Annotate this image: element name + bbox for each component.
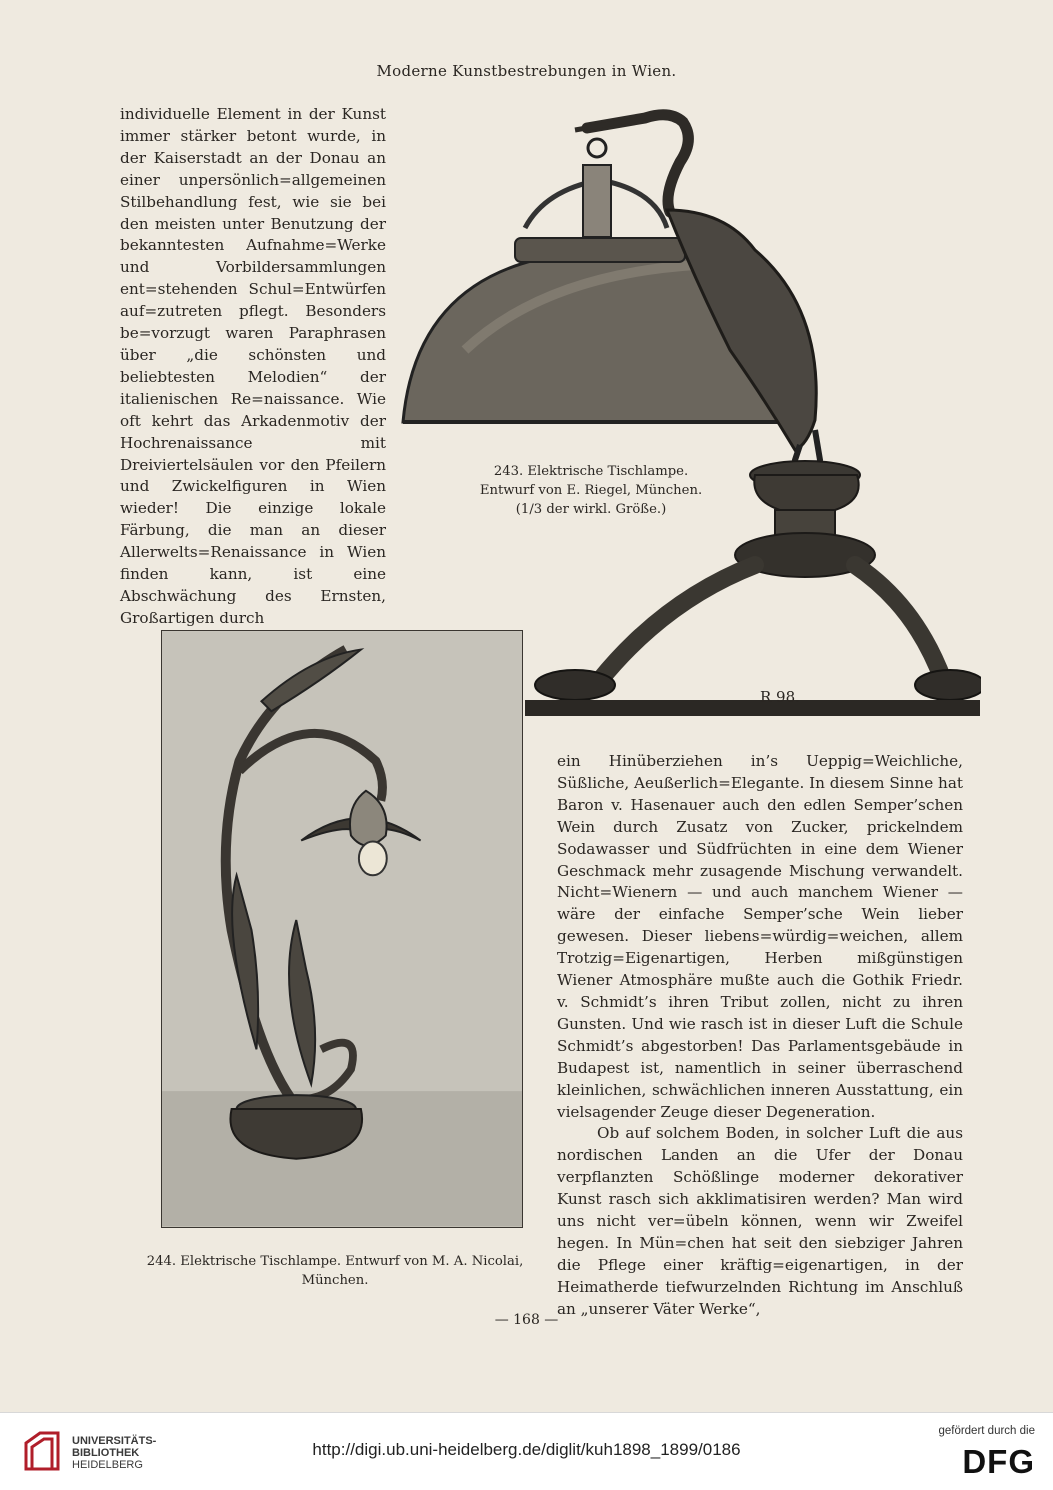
flower-table-lamp-photograph [161,630,523,1228]
caption-line: Entwurf von E. Riegel, München. [479,483,703,498]
page-number: — 168 — [494,1312,559,1328]
caption-line: (1/3 der wirkl. Größe.) [515,502,667,517]
caption-line: 244. Elektrische Tischlampe. Entwurf von M. A. Nicolai, [146,1254,524,1269]
left-text-column [120,104,386,630]
permalink-url[interactable]: http://digi.ub.uni-heidelberg.de/diglit/kuh1898_1899/0186 [312,1440,741,1459]
heron-table-lamp-illustration [395,100,981,718]
right-text-column [557,751,963,1321]
funding-note: gefördert durch die [938,1425,1035,1437]
paragraph: Ob auf solchem Boden, in solcher Luft die aus nordischen Landen an die Ufer der Donau verpflanzten Schößlinge moderner dekorativer Kunst rasch sich akklimatisiren werden? Man wird uns nicht ver=übeln können, wenn wir Zweifel hegen. In Mün=chen hat seit den siebziger Jahren die Pflege einer kräftig=eigenartigen, in der Heimatherde tiefwurzelnden Richtung im Anschluß an „unserer Väter Werke“, [557,1124,963,1318]
library-name-line: BIBLIOTHEK [72,1447,140,1459]
paragraph: ein Hinüberziehen in’s Ueppig=Weichliche, Süßliche, Aeußerlich=Elegante. In diesem Sinne hat Baron v. Hasenauer auch den edlen Semper’schen Wein durch Zusatz von Zucker, prickelndem Sodawasser und Südfrüchten in eine dem Wiener Geschmack mehr zusagende Mischung verwandelt. Nicht=Wienern — und auch manchem Wiener — wäre der einfache Semper’sche Wein lieber gewesen. Dieser liebens=würdig=weichen, allem Trotzig=Eigenartigen, Herben mißgünstigen Wiener Atmosphäre mußte auch die Gothik Friedr. v. Schmidt’s ihren Tribut zollen, nicht zu ihren Gunsten. Und wie rasch ist in dieser Luft die Schule Schmidt’s abgestorben! Das Parlamentsgebäude in Budapest ist, namentlich in seiner überraschend kleinlichen, schwächlichen inneren Ausstattung, ein vielsagender Zeuge dieser Degeneration. [557,752,963,1121]
caption-line: 243. Elektrische Tischlampe. [493,464,689,479]
library-name-line: HEIDELBERG [72,1459,143,1471]
digitization-footer [0,1412,1053,1490]
figure-244-caption [125,1252,545,1290]
paragraph: individuelle Element in der Kunst immer stärker betont wurde, in der Kaiserstadt an der Donau an einer unpersönlich=allgemeinen Stilbehandlung fest, wie sie bei den meisten unter Benutzung der bekanntesten Aufnahme=Werke und Vorbildersammlungen ent=stehenden Schul=Entwürfen auf=zutreten pflegt. Besonders be=vorzugt waren Paraphrasen über „die schönsten und beliebtesten Melodien“ der italienischen Re=naissance. Wie oft kehrt das Arkadenmotiv der Hochrenaissance mit Dreiviertelsäulen vor den Pfeilern und Zwickelfiguren in Wien wieder! Die einzige lokale Färbung, die man an dieser Allerwelts=Renaissance in Wien finden kann, ist eine Abschwächung des Ernsten, Großartigen durch [120,105,386,627]
figure-243-caption [446,462,736,519]
artist-signature: R 98. [760,688,800,706]
library-name-line: UNIVERSITÄTS- [72,1435,157,1447]
running-head: Moderne Kunstbestrebungen in Wien. [376,62,677,80]
dfg-logo: DFG [962,1443,1035,1480]
caption-line: München. [301,1273,369,1288]
